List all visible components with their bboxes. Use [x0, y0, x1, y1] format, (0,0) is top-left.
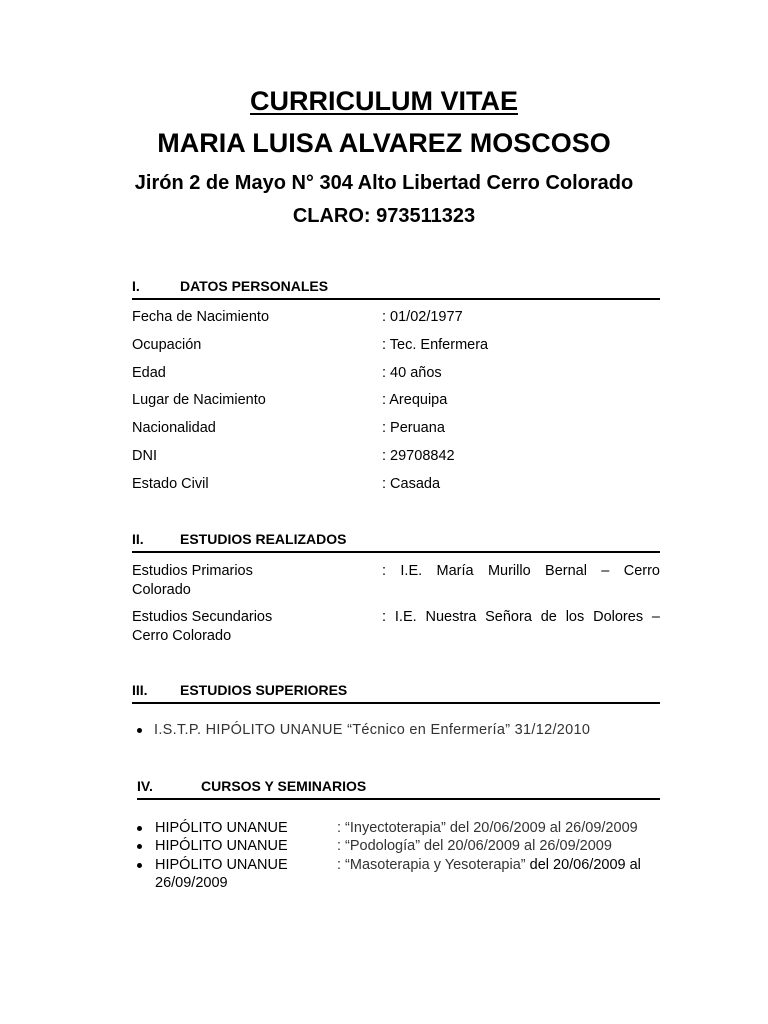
section-number: III.	[132, 682, 148, 698]
field-label: Nacionalidad	[132, 420, 216, 436]
field-label: Fecha de Nacimiento	[132, 309, 270, 325]
field-value-continuation: Colorado	[132, 582, 191, 598]
section-personal-heading	[132, 278, 660, 300]
section-number: II.	[132, 531, 144, 547]
personal-row-occupation	[132, 337, 660, 357]
personal-row-civil-status	[132, 476, 660, 496]
field-label: DNI	[132, 448, 157, 464]
section-number: IV.	[137, 778, 153, 794]
bullet-icon	[137, 863, 142, 868]
course-org: HIPÓLITO UNANUE	[155, 820, 288, 836]
section-courses-heading	[137, 778, 660, 800]
field-value: : Casada	[382, 476, 441, 492]
phone: CLARO: 973511323	[292, 205, 476, 227]
field-label: Estado Civil	[132, 476, 209, 492]
higher-study-text: I.S.T.P. HIPÓLITO UNANUE “Técnico en Enfermería” 31/12/2010	[154, 722, 591, 738]
section-title: DATOS PERSONALES	[180, 278, 329, 294]
course-org: HIPÓLITO UNANUE	[155, 838, 288, 854]
personal-row-nationality	[132, 420, 660, 440]
field-label: Estudios Secundarios	[132, 609, 273, 625]
field-value: : 29708842	[382, 448, 455, 464]
personal-row-dni	[132, 448, 660, 468]
field-value: : Peruana	[382, 420, 445, 436]
personal-row-birthdate	[132, 309, 660, 329]
course-desc-tail: del 20/06/2009 al	[525, 857, 641, 873]
personal-row-age	[132, 365, 660, 385]
personal-row-birthplace	[132, 392, 660, 412]
section-title: CURSOS Y SEMINARIOS	[201, 778, 367, 794]
document-title: CURRICULUM VITAE	[250, 86, 518, 116]
address: Jirón 2 de Mayo N° 304 Alto Libertad Cerro Colorado	[134, 172, 634, 194]
field-label: Edad	[132, 365, 166, 381]
bullet-icon	[137, 844, 142, 849]
person-name: MARIA LUISA ALVAREZ MOSCOSO	[157, 128, 611, 158]
list-item	[137, 837, 660, 855]
course-desc: : “Masoterapia y Yesoterapia”	[337, 857, 526, 873]
field-value: : I.E. María Murillo Bernal – Cerro	[382, 563, 660, 579]
field-value: : Tec. Enfermera	[382, 337, 489, 353]
field-value-continuation: Cerro Colorado	[132, 628, 232, 644]
course-desc-continuation: 26/09/2009	[155, 875, 228, 891]
section-number: I.	[132, 278, 140, 294]
section-higher-heading	[132, 682, 660, 704]
field-value: : Arequipa	[382, 392, 448, 408]
bullet-icon	[137, 826, 142, 831]
bullet-icon	[137, 728, 142, 733]
course-desc: : “Podología” del 20/06/2009 al 26/09/2009	[337, 838, 612, 854]
course-org: HIPÓLITO UNANUE	[155, 857, 288, 873]
list-item	[137, 819, 660, 837]
field-label: Estudios Primarios	[132, 563, 253, 579]
field-label: Lugar de Nacimiento	[132, 392, 266, 408]
field-value: : I.E. Nuestra Señora de los Dolores –	[382, 609, 660, 625]
section-title: ESTUDIOS REALIZADOS	[180, 531, 347, 547]
section-title: ESTUDIOS SUPERIORES	[180, 682, 348, 698]
field-label: Ocupación	[132, 337, 202, 353]
course-desc: : “Inyectoterapia” del 20/06/2009 al 26/09/2009	[337, 820, 638, 836]
field-value: : 40 años	[382, 365, 442, 381]
field-value: : 01/02/1977	[382, 309, 463, 325]
section-studies-heading	[132, 531, 660, 553]
list-item	[137, 856, 660, 891]
